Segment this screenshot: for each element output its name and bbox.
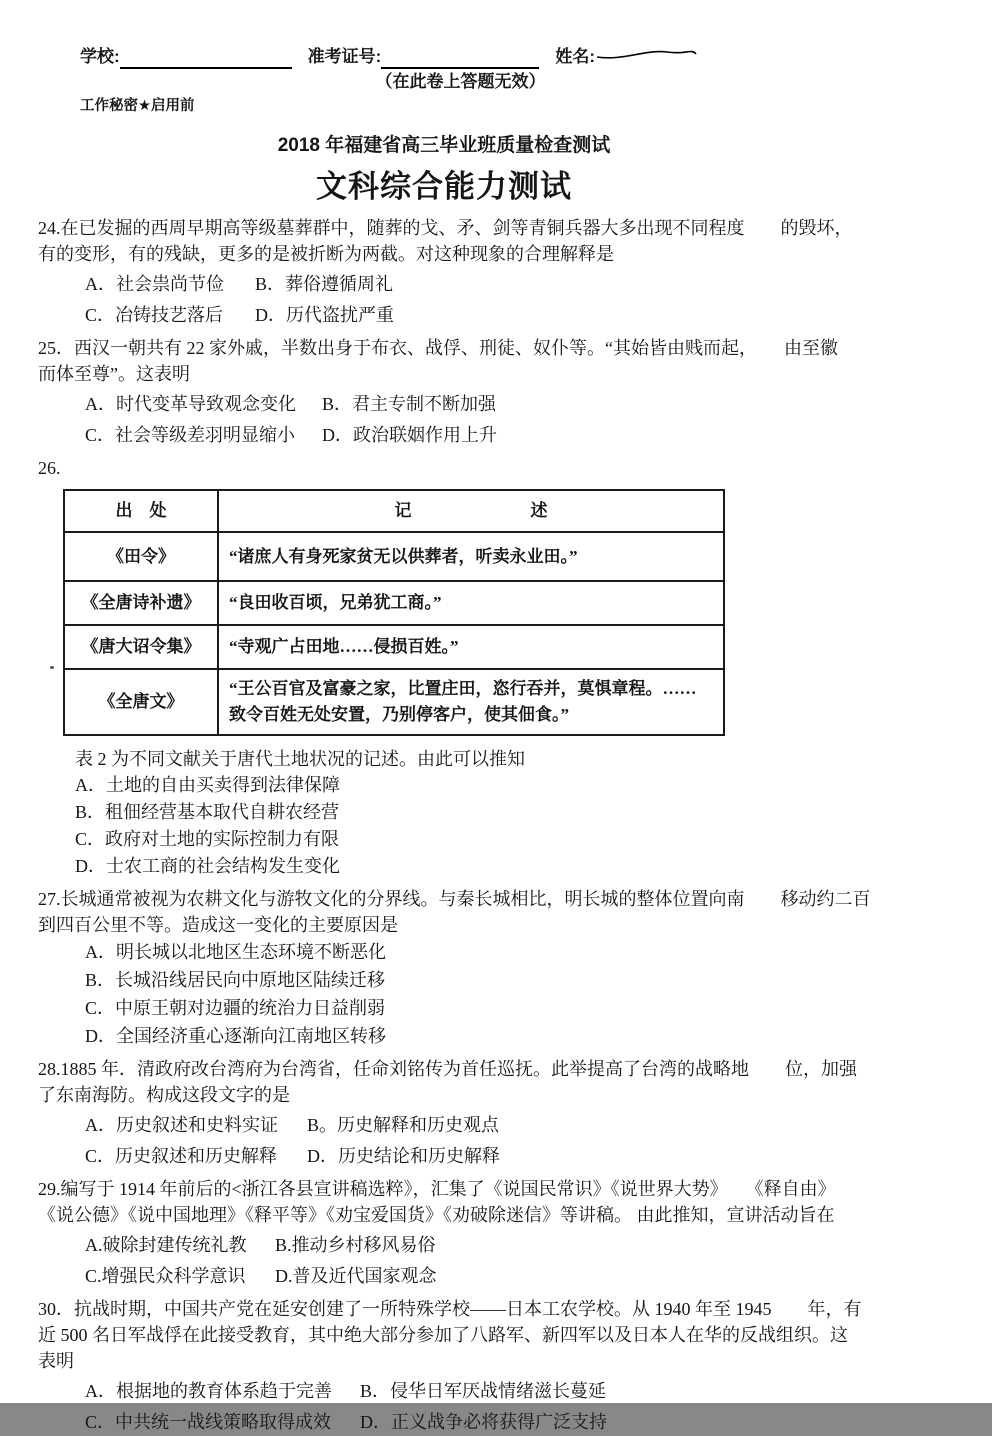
admission-blank-line <box>381 49 539 69</box>
option-29-b: B.推动乡村移风易俗 <box>275 1235 436 1255</box>
answer-invalid-notice: （在此卷上答题无效） <box>375 72 546 91</box>
question-29-line-1: 29.编写于 1914 年前后的<浙江各县宣讲稿选粹》，汇集了《说国民常识》《说世界大势》 《释自由》 <box>38 1179 836 1199</box>
option-24-c: C．冶铸技艺落后 <box>85 305 224 325</box>
table-header-record: 记 述 <box>394 501 548 520</box>
option-29-d: D.普及近代国家观念 <box>275 1266 437 1286</box>
name-label: 姓名: <box>555 47 596 66</box>
table-cell-source: 《唐大诏令集》 <box>64 625 218 669</box>
option-25-d: D．政治联姻作用上升 <box>322 425 497 445</box>
option-25-a: A．时代变革导致观念变化 <box>85 394 296 414</box>
option-26-c: C．政府对土地的实际控制力有限 <box>75 829 340 849</box>
question-24 <box>38 215 956 329</box>
fill-in-header <box>38 44 956 69</box>
admission-number-label: 准考证号: <box>307 47 382 66</box>
table-cell-source: 《田令》 <box>64 532 218 581</box>
option-30-b: B．侵华日军厌战情绪滋长蔓延 <box>360 1381 607 1401</box>
question-26-stem: 表 2 为不同文献关于唐代土地状况的记述。由此可以推知 <box>75 749 525 769</box>
option-29-a: A.破除封建传统礼教 <box>85 1235 247 1255</box>
question-25-options-ab <box>38 391 956 418</box>
question-29-options-cd <box>38 1263 956 1290</box>
school-label: 学校: <box>80 47 120 66</box>
table-cell-source: 《全唐诗补遗》 <box>64 581 218 625</box>
question-30-options-ab <box>38 1378 956 1405</box>
option-27-b: B．长城沿线居民向中原地区陆续迁移 <box>85 970 386 990</box>
question-28-options-ab <box>38 1112 956 1139</box>
table-header-source: 出 处 <box>64 490 218 532</box>
exam-session-subtitle: 2018 年福建省高三毕业班质量检查测试 <box>277 135 611 156</box>
option-27-d: D．全国经济重心逐渐向江南地区转移 <box>85 1026 386 1046</box>
question-29-line-2: 《说公德》《说中国地理》《释平等》《劝宝爱国货》《劝破除迷信》等讲稿。 由此推知，宣讲活动旨在 <box>38 1205 835 1225</box>
table-row <box>64 532 724 581</box>
question-28 <box>38 1056 956 1170</box>
question-30-line-3: 表明 <box>38 1351 74 1371</box>
question-28-line-1: 28.1885 年．清政府改台湾府为台湾省，任命刘铭传为首任巡抚。此举提高了台湾的战略地 位，加强 <box>38 1059 857 1079</box>
table-cell-record: “良田收百顷，兄弟犹工商。” <box>229 593 442 612</box>
name-blank-squiggle <box>595 44 699 69</box>
question-30-line-2: 近 500 名日军战俘在此接受教育，其中绝大部分参加了八路军、新四军以及日本人在华的反战组织。这 <box>38 1325 848 1345</box>
question-24-line-2: 有的变形，有的残缺，更多的是被折断为两截。对这种现象的合理解释是 <box>38 244 614 264</box>
option-28-a: A．历史叙述和史料实证 <box>85 1115 278 1135</box>
question-28-line-2: 了东南海防。构成这段文字的是 <box>38 1085 290 1105</box>
question-29-options-ab <box>38 1232 956 1259</box>
option-26-a: A．土地的自由买卖得到法律保障 <box>75 775 340 795</box>
option-30-c: C．中共统一战线策略取得成效 <box>85 1412 332 1432</box>
question-26 <box>38 455 956 880</box>
question-29 <box>38 1176 956 1290</box>
option-28-c: C．历史叙述和历史解释 <box>85 1146 278 1166</box>
question-27-line-2: 到四百公里不等。造成这一变化的主要原因是 <box>38 915 398 935</box>
option-27-a: A．明长城以北地区生态环境不断恶化 <box>85 942 386 962</box>
question-27-line-1: 27.长城通常被视为农耕文化与游牧文化的分界线。与秦长城相比，明长城的整体位置向南 移动约二百 <box>38 889 871 909</box>
question-25-line-1: 25．西汉一朝共有 22 家外戚，半数出身于布衣、战俘、刑徒、奴仆等。“其始皆由贱而起， 由至徽 <box>38 338 838 358</box>
option-28-b: B。历史解释和历史观点 <box>307 1115 500 1135</box>
work-secret-note: 工作秘密★启用前 <box>80 98 195 114</box>
question-26-number: 26. <box>38 458 61 478</box>
option-26-d: D．士农工商的社会结构发生变化 <box>75 856 340 876</box>
question-25-options-cd <box>38 422 956 449</box>
option-30-d: D．正义战争必将获得广泛支持 <box>360 1412 607 1432</box>
question-24-options-cd <box>38 302 956 329</box>
question-25-line-2: 而体至尊”。这表明 <box>38 364 190 384</box>
option-26-b: B．租佃经营基本取代自耕农经营 <box>75 802 340 822</box>
exam-title: 文科综合能力测试 <box>316 169 572 204</box>
table-row <box>64 581 724 625</box>
table-cell-record: “王公百官及富豪之家，比置庄田，恣行吞并，莫惧章程。……致令百姓无处安置，乃别停客户，使其佃食。” <box>229 679 697 724</box>
table-cell-record: “诸庶人有身死家贫无以供葬者，听卖永业田。” <box>229 546 578 566</box>
option-24-a: A．社会祟尚节俭 <box>85 274 224 294</box>
question-30-options-cd <box>38 1409 956 1436</box>
question-30-line-1: 30．抗战时期，中国共产党在延安创建了一所特殊学校——日本工农学校。从 1940 年至 1945 年，有 <box>38 1299 862 1319</box>
table-cell-record: “寺观广占田地……侵损百姓。” <box>229 637 459 656</box>
table-cell-source: 《全唐文》 <box>64 669 218 735</box>
school-blank-line <box>120 49 292 69</box>
table-row <box>64 669 724 735</box>
option-30-a: A．根据地的教育体系趋于完善 <box>85 1381 332 1401</box>
option-24-b: B．葬俗遵循周礼 <box>255 274 394 294</box>
question-24-options-ab <box>38 271 956 298</box>
question-28-options-cd <box>38 1143 956 1170</box>
option-25-c: C．社会等级差羽明显缩小 <box>85 425 296 445</box>
table-row <box>64 625 724 669</box>
question-25 <box>38 335 956 449</box>
table-2-tang-land-records <box>63 489 725 736</box>
question-27 <box>38 886 956 1050</box>
option-29-c: C.增强民众科学意识 <box>85 1266 246 1286</box>
option-25-b: B．君主专制不断加强 <box>322 394 497 414</box>
question-30 <box>38 1296 956 1436</box>
question-24-line-1: 24.在已发掘的西周早期高等级墓葬群中，随葬的戈、矛、剑等青铜兵器大多出现不同程度 的毁坏， <box>38 218 853 238</box>
table-header-row <box>64 490 724 532</box>
option-27-c: C．中原王朝对边疆的统治力日益削弱 <box>85 998 386 1018</box>
option-24-d: D．历代盗扰严重 <box>255 305 394 325</box>
stray-ink-dot <box>50 666 54 669</box>
option-28-d: D．历史结论和历史解释 <box>307 1146 500 1166</box>
